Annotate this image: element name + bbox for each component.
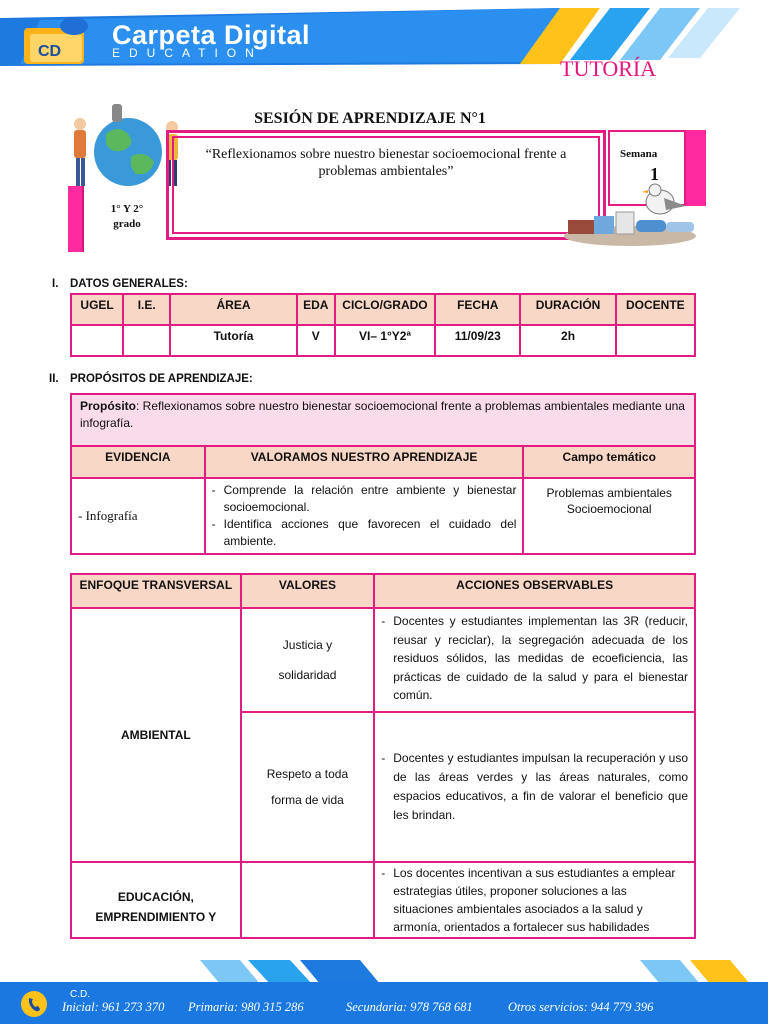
area-title: TUTORÍA (560, 56, 657, 81)
action-cell (374, 862, 695, 938)
brand-subtitle: EDUCATION (112, 46, 263, 60)
approach-education-line-1: EDUCACIÓN, (117, 889, 194, 904)
value-respect (241, 712, 375, 862)
criteria-list (212, 482, 517, 550)
list-item: - Comprende la relación entre ambiente y bienestar socioemocional. (212, 482, 517, 516)
header-actions: ACCIONES OBSERVABLES (374, 574, 695, 608)
seagull-trash-illustration (560, 180, 700, 255)
list-item: - Los docentes incentivan a sus estudiantes a emplear estrategias útiles, proponer soluciones a las situaciones ambientales asociados a la salud y armonía, orientados a fortalecer sus habilidades (381, 864, 688, 936)
cell-teacher (616, 325, 695, 356)
week-number: 1 (650, 164, 659, 184)
header-cell: FECHA (435, 294, 520, 325)
evidence-cell (71, 478, 205, 554)
action-list (381, 612, 688, 705)
action-list (381, 749, 688, 825)
cell-ugel (71, 325, 123, 356)
footer-inicial: Inicial: 961 273 370 (62, 1000, 165, 1014)
section-number-2: II. (49, 373, 59, 385)
approach-education (71, 862, 241, 938)
header-approach: ENFOQUE TRANSVERSAL (71, 574, 241, 608)
grade-line-2: grado (113, 218, 141, 230)
topic-line-2: Socioemocional (566, 502, 652, 516)
value-respect-line-2: forma de vida (271, 793, 344, 807)
approaches-table (70, 573, 696, 939)
grade-label (92, 202, 162, 232)
grade-line-1: 1° Y 2° (110, 203, 144, 215)
cell-eda: V (297, 325, 335, 356)
value-justice-line-2: solidaridad (278, 668, 337, 682)
footer-primaria: Primaria: 980 315 286 (188, 1000, 304, 1014)
header-cell: UGEL (71, 294, 123, 325)
purpose-cell (71, 394, 695, 446)
evidence-text: - Infografía (78, 508, 138, 523)
session-title: SESIÓN DE APRENDIZAJE N°1 (254, 110, 486, 127)
cell-grade: VI– 1°Y2ª (335, 325, 435, 356)
header-cell: ÁREA (170, 294, 296, 325)
table-row (71, 325, 695, 356)
purposes-table (70, 393, 696, 555)
value-justice (241, 608, 375, 712)
purpose-text: : Reflexionamos sobre nuestro bienestar socioemocional frente a problemas ambientales mediante una infografía. (80, 399, 685, 430)
header-cell: I.E. (123, 294, 170, 325)
section-heading-purposes: PROPÓSITOS DE APRENDIZAJE: (70, 373, 253, 385)
approach-education-line-2: EMPRENDIMIENTO Y (95, 909, 217, 924)
list-item: - Identifica acciones que favorecen el cuidado del ambiente. (212, 516, 517, 550)
value-empty (241, 862, 375, 938)
approach-ambiental: AMBIENTAL (71, 608, 241, 862)
brand-name: Carpeta Digital (112, 20, 311, 50)
logo-initials: CD (38, 43, 62, 60)
general-data-table (70, 293, 696, 357)
criteria-cell (205, 478, 524, 554)
topic-cell (523, 478, 695, 554)
week-label: Semana (620, 148, 658, 160)
section-heading-general: DATOS GENERALES: (70, 278, 188, 290)
topic-line-1: Problemas ambientales (546, 486, 672, 500)
footer-otros: Otros servicios: 944 779 396 (508, 1000, 654, 1014)
action-cell (374, 608, 695, 712)
header-cell: DURACIÓN (520, 294, 615, 325)
header-assessment: VALORAMOS NUESTRO APRENDIZAJE (205, 446, 524, 478)
action-list (381, 864, 688, 936)
list-item: - Docentes y estudiantes impulsan la recuperación y uso de las áreas verdes y las áreas naturales, como espacios educativos, a fin de valorar el beneficio que les brindan. (381, 749, 688, 825)
cell-duration: 2h (520, 325, 615, 356)
table-header-row (71, 294, 695, 325)
cell-date: 11/09/23 (435, 325, 520, 356)
footer-cd: C.D. (70, 989, 90, 1000)
header-topic: Campo temático (523, 446, 695, 478)
header-cell: DOCENTE (616, 294, 695, 325)
session-theme: “Reflexionamos sobre nuestro bienestar socioemocional frente a problemas ambientales” (205, 147, 567, 179)
header-evidence: EVIDENCIA (71, 446, 205, 478)
header-cell: CICLO/GRADO (335, 294, 435, 325)
purpose-label: Propósito (80, 399, 136, 413)
cell-ie (123, 325, 170, 356)
cell-area: Tutoría (170, 325, 296, 356)
list-item: - Docentes y estudiantes implementan las 3R (reducir, reusar y reciclar), la segregación adecuada de los residuos sólidos, las medidas de ecoeficiencia, las prácticas de cuidado de la salud y para el bienestar común. (381, 612, 688, 705)
logo-icon (22, 14, 106, 71)
value-justice-line-1: Justicia y (282, 638, 333, 652)
header-values: VALORES (241, 574, 375, 608)
action-cell (374, 712, 695, 862)
value-respect-line-1: Respeto a toda (266, 767, 349, 781)
phone-icon (20, 990, 48, 1023)
header-cell: EDA (297, 294, 335, 325)
section-number-1: I. (52, 278, 59, 290)
footer-secundaria: Secundaria: 978 768 681 (346, 1000, 473, 1014)
